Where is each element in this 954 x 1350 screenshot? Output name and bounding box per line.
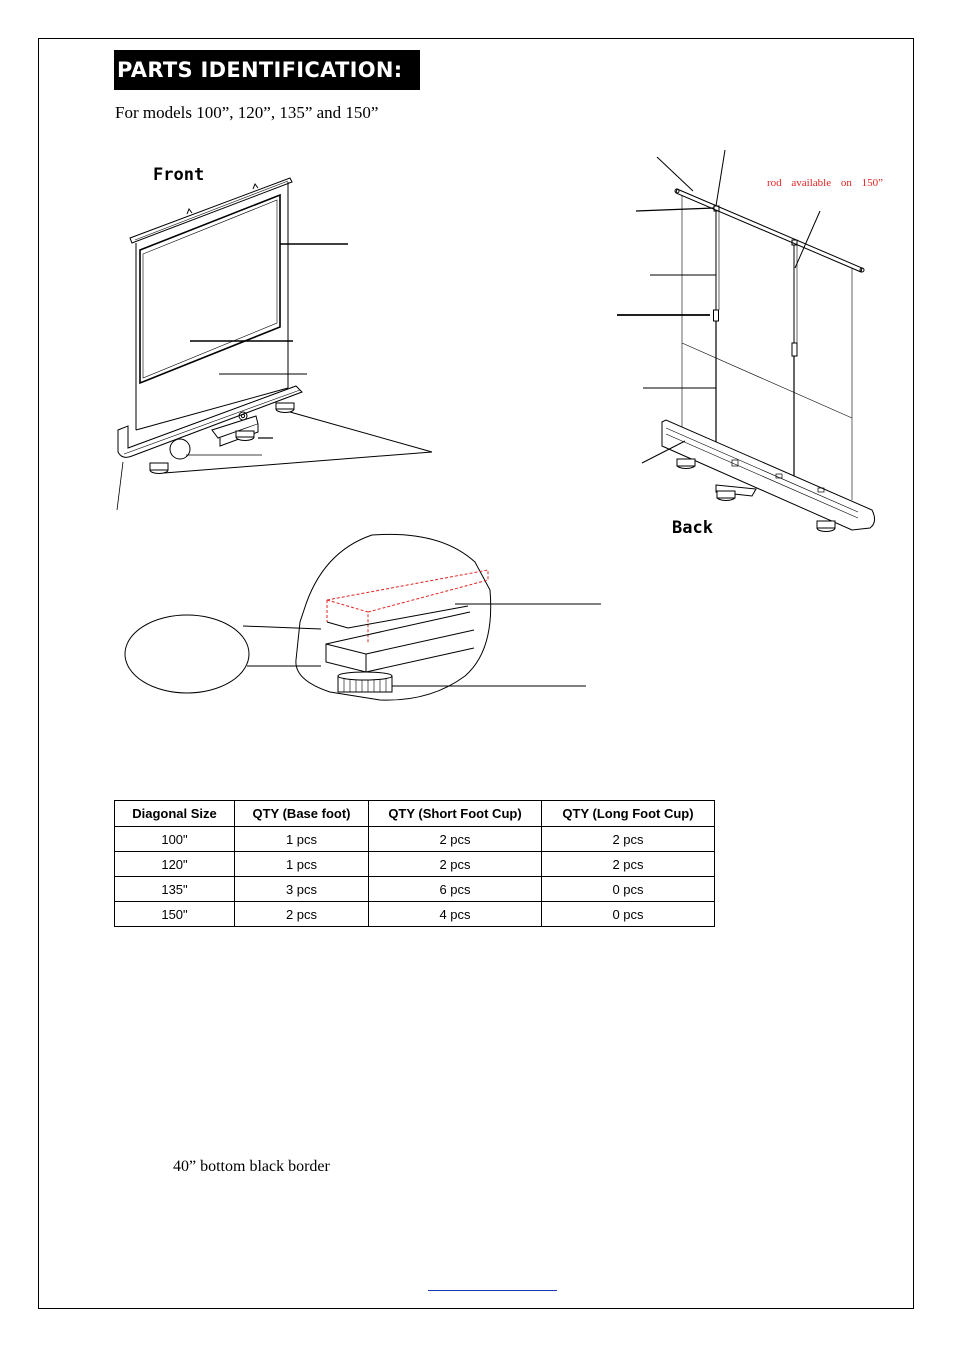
table-cell: 4 pcs xyxy=(369,902,542,927)
base-foot-detail xyxy=(125,534,601,700)
header-qty-short-foot-cup: QTY (Short Foot Cup) xyxy=(369,801,542,827)
table-cell: 0 pcs xyxy=(542,877,715,902)
table-cell: 0 pcs xyxy=(542,902,715,927)
table-cell: 3 pcs xyxy=(235,877,369,902)
section-heading: PARTS IDENTIFICATION: xyxy=(114,50,420,90)
table-cell: 120" xyxy=(115,852,235,877)
table-cell: 135" xyxy=(115,877,235,902)
quantity-table xyxy=(114,800,715,927)
table-cell: 2 pcs xyxy=(542,827,715,852)
table-cell: 100" xyxy=(115,827,235,852)
back-view-label: Back xyxy=(672,518,713,538)
table-row xyxy=(115,827,715,852)
front-screen-illustration xyxy=(117,178,432,510)
header-qty-long-foot-cup: QTY (Long Foot Cup) xyxy=(542,801,715,827)
models-line: For models 100”, 120”, 135” and 150” xyxy=(115,103,379,122)
table-row xyxy=(115,902,715,927)
table-header-row xyxy=(115,801,715,827)
table-cell: 2 pcs xyxy=(235,902,369,927)
table-cell: 1 pcs xyxy=(235,852,369,877)
header-diagonal-size: Diagonal Size xyxy=(115,801,235,827)
back-screen-illustration xyxy=(617,150,875,532)
table-cell: 150" xyxy=(115,902,235,927)
table-cell: 1 pcs xyxy=(235,827,369,852)
bottom-border-note: 40” bottom black border xyxy=(173,1158,330,1175)
table-row xyxy=(115,877,715,902)
header-qty-base-foot: QTY (Base foot) xyxy=(235,801,369,827)
table-cell: 2 pcs xyxy=(542,852,715,877)
front-view-label: Front xyxy=(153,165,205,185)
table-row xyxy=(115,852,715,877)
table-cell: 2 pcs xyxy=(369,827,542,852)
table-cell: 6 pcs xyxy=(369,877,542,902)
footer-link-underline[interactable] xyxy=(428,1290,557,1291)
rod-availability-note: rod available on 150” xyxy=(767,177,883,189)
table-cell: 2 pcs xyxy=(369,852,542,877)
